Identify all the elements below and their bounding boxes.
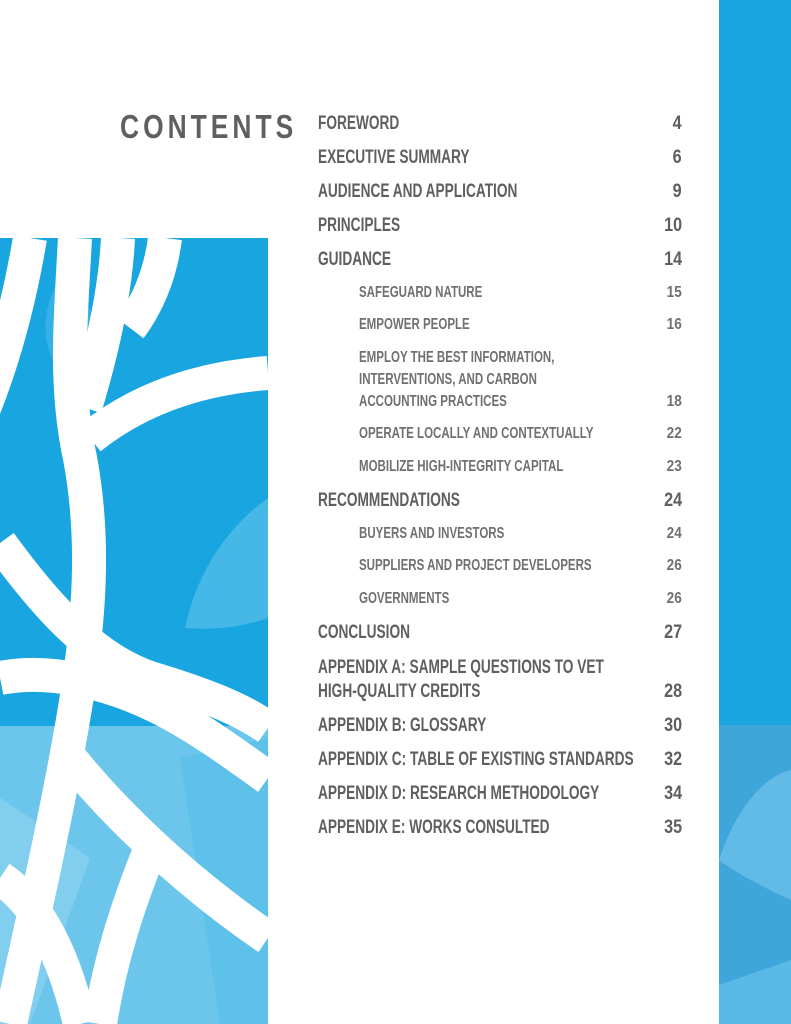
toc-item-title: APPENDIX E: WORKS CONSULTED [318, 817, 550, 838]
toc-item-page: 35 [664, 817, 682, 838]
toc-item-title: APPENDIX C: TABLE OF EXISTING STANDARDS [318, 749, 634, 770]
toc-item-title: RECOMMENDATIONS [318, 490, 460, 511]
toc-item-page: 26 [666, 557, 682, 574]
toc-item-title: SUPPLIERS AND PROJECT DEVELOPERS [359, 557, 592, 574]
toc-item-title: EXECUTIVE SUMMARY [318, 147, 470, 168]
toc-item-title: MOBILIZE HIGH-INTEGRITY CAPITAL [359, 458, 564, 475]
right-strip-graphic [719, 0, 791, 1024]
toc-item-page: 16 [666, 316, 682, 333]
toc-item-title: OPERATE LOCALLY AND CONTEXTUALLY [359, 425, 594, 442]
toc-item-page: 15 [666, 284, 682, 301]
toc-item-title-line: APPENDIX A: SAMPLE QUESTIONS TO VET [318, 657, 604, 678]
toc-item-title: SAFEGUARD NATURE [359, 284, 483, 301]
toc-item-page: 26 [666, 590, 682, 607]
toc-item-page: 24 [664, 490, 682, 511]
toc-item-page: 23 [666, 458, 682, 475]
toc-item-title: CONCLUSION [318, 622, 410, 643]
toc-item-page: 22 [666, 425, 682, 442]
toc-item-page: 32 [664, 749, 682, 770]
toc-item-page: 28 [664, 681, 682, 702]
toc-item-page: 14 [664, 249, 682, 270]
toc-item-title: AUDIENCE AND APPLICATION [318, 181, 518, 202]
toc-item-title: GUIDANCE [318, 249, 391, 270]
toc-item-page: 9 [673, 181, 682, 202]
toc-item-title: FOREWORD [318, 113, 400, 134]
toc-item-title: APPENDIX B: GLOSSARY [318, 715, 487, 736]
toc-item-page: 6 [673, 147, 682, 168]
contents-heading: CONTENTS [120, 108, 298, 145]
toc-item-page: 27 [664, 622, 682, 643]
toc-item-title-line: ACCOUNTING PRACTICES [359, 393, 507, 410]
toc-item-title-line: EMPLOY THE BEST INFORMATION, [359, 349, 555, 366]
toc-item-title: APPENDIX D: RESEARCH METHODOLOGY [318, 783, 600, 804]
toc-item-page: 34 [664, 783, 682, 804]
toc-item-title: EMPOWER PEOPLE [359, 316, 470, 333]
toc-item-title: PRINCIPLES [318, 215, 401, 236]
toc-item-page: 18 [666, 393, 682, 410]
toc-item-title-line: INTERVENTIONS, AND CARBON [359, 371, 537, 388]
toc-item-title: BUYERS AND INVESTORS [359, 525, 505, 542]
toc-item-page: 30 [664, 715, 682, 736]
toc-item-title: GOVERNMENTS [359, 590, 450, 607]
right-color-strip [719, 0, 791, 1024]
toc-item-page: 24 [666, 525, 682, 542]
toc-item-page: 4 [673, 113, 682, 134]
toc-item-title-line: HIGH-QUALITY CREDITS [318, 681, 481, 702]
toc-item-page: 10 [664, 215, 682, 236]
